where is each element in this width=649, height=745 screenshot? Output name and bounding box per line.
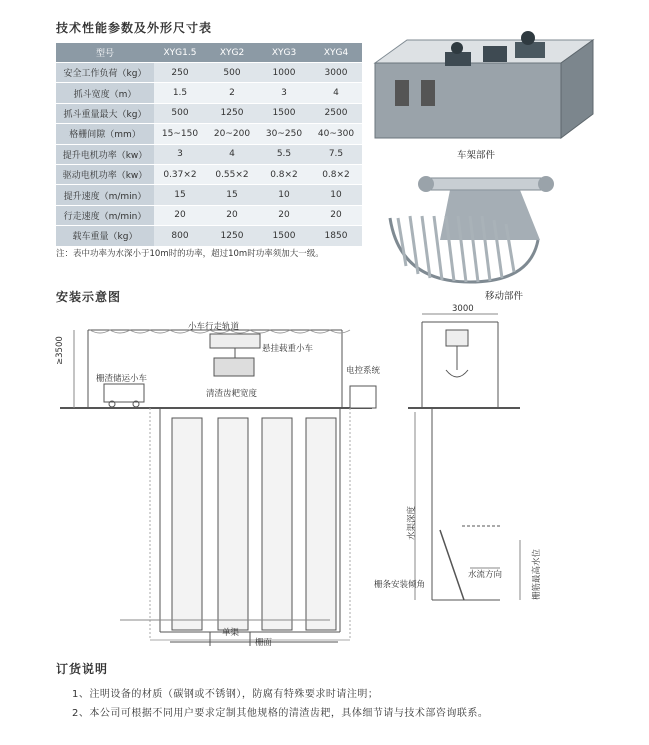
spec-cell: 15 [154, 185, 206, 205]
spec-cell: 2500 [310, 103, 362, 123]
spec-cell: 3000 [310, 63, 362, 83]
spec-cell: 1850 [310, 226, 362, 246]
spec-row-label: 抓斗宽度（m） [56, 83, 154, 103]
label-height: ≥3500 [55, 336, 65, 365]
spec-row-label: 提升速度（m/min） [56, 185, 154, 205]
header-cell: XYG3 [258, 43, 310, 63]
label-track: 小车行走轨道 [188, 322, 240, 332]
header-cell: XYG1.5 [154, 43, 206, 63]
install-title: 安装示意图 [56, 290, 122, 304]
spec-cell: 15 [206, 185, 258, 205]
spec-cell: 0.8×2 [258, 164, 310, 184]
spec-cell: 3 [154, 144, 206, 164]
spec-cell: 3 [258, 83, 310, 103]
spec-row-label: 抓斗重量最大（kg） [56, 103, 154, 123]
spec-cell: 20 [310, 205, 362, 225]
spec-header-row [56, 43, 362, 63]
spec-cell: 500 [154, 103, 206, 123]
header-cell: 型号 [56, 43, 154, 63]
spec-cell: 0.55×2 [206, 164, 258, 184]
spec-cell: 0.8×2 [310, 164, 362, 184]
label-grid-height: 栅筋最高水位 [532, 548, 542, 600]
spec-body [56, 63, 362, 246]
spec-row-label: 提升电机功率（kw） [56, 144, 154, 164]
spec-row [56, 103, 362, 123]
order-item-1: 1、注明设备的材质（碳钢或不锈钢），防腐有特殊要求时请注明； [72, 689, 379, 700]
spec-cell: 0.37×2 [154, 164, 206, 184]
spec-cell: 4 [206, 144, 258, 164]
label-rake: 清渣齿耙宽度 [206, 389, 258, 399]
spec-row [56, 144, 362, 164]
spec-cell: 500 [206, 63, 258, 83]
spec-row-label: 行走速度（m/min） [56, 205, 154, 225]
spec-cell: 40~300 [310, 124, 362, 144]
spec-row-label: 安全工作负荷（kg） [56, 63, 154, 83]
moving-caption: 移动部件 [485, 291, 524, 302]
order-item-2: 2、本公司可根据不同用户要求定制其他规格的清渣齿耙，具体细节请与技术部咨询联系。 [72, 708, 489, 719]
spec-cell: 30~250 [258, 124, 310, 144]
spec-cell: 800 [154, 226, 206, 246]
spec-row [56, 83, 362, 103]
header-cell: XYG4 [310, 43, 362, 63]
spec-cell: 1250 [206, 103, 258, 123]
spec-note: 注：表中功率为水深小于10m时的功率，超过10m时功率须加大一级。 [56, 249, 324, 259]
spec-row [56, 164, 362, 184]
spec-cell: 20~200 [206, 124, 258, 144]
label-width: 栅面 [255, 638, 273, 648]
spec-cell: 1250 [206, 226, 258, 246]
spec-cell: 10 [310, 185, 362, 205]
spec-row [56, 205, 362, 225]
spec-cell: 4 [310, 83, 362, 103]
frame-photo [365, 18, 595, 144]
label-cart: 栅渣储运小车 [96, 374, 148, 384]
spec-cell: 250 [154, 63, 206, 83]
spec-row-label: 载车重量（kg） [56, 226, 154, 246]
spec-cell: 7.5 [310, 144, 362, 164]
spec-row-label: 驱动电机功率（kw） [56, 164, 154, 184]
order-title: 订货说明 [56, 662, 109, 676]
spec-cell: 20 [258, 205, 310, 225]
moving-photo [380, 170, 560, 288]
header-cell: XYG2 [206, 43, 258, 63]
label-trolley: 悬挂载重小车 [262, 344, 314, 354]
label-flow: 水流方向 [468, 570, 503, 580]
spec-cell: 5.5 [258, 144, 310, 164]
spec-cell: 20 [154, 205, 206, 225]
spec-cell: 2 [206, 83, 258, 103]
spec-row [56, 226, 362, 246]
label-3000: 3000 [452, 304, 474, 314]
frame-caption: 车架部件 [457, 150, 496, 161]
spec-row-label: 格栅间隙（mm） [56, 124, 154, 144]
label-single: 单渠 [222, 628, 240, 638]
spec-cell: 1000 [258, 63, 310, 83]
spec-cell: 1500 [258, 103, 310, 123]
spec-cell: 15~150 [154, 124, 206, 144]
label-control: 电控系统 [346, 366, 381, 376]
spec-cell: 1.5 [154, 83, 206, 103]
label-water-depth: 水渠深度 [407, 505, 417, 540]
spec-row [56, 185, 362, 205]
spec-cell: 20 [206, 205, 258, 225]
spec-table [56, 43, 362, 246]
spec-row [56, 124, 362, 144]
spec-cell: 10 [258, 185, 310, 205]
spec-cell: 1500 [258, 226, 310, 246]
spec-title: 技术性能参数及外形尺寸表 [56, 21, 213, 35]
label-angle: 栅条安装倾角 [374, 580, 426, 590]
spec-row [56, 63, 362, 83]
install-diagram [0, 300, 649, 650]
